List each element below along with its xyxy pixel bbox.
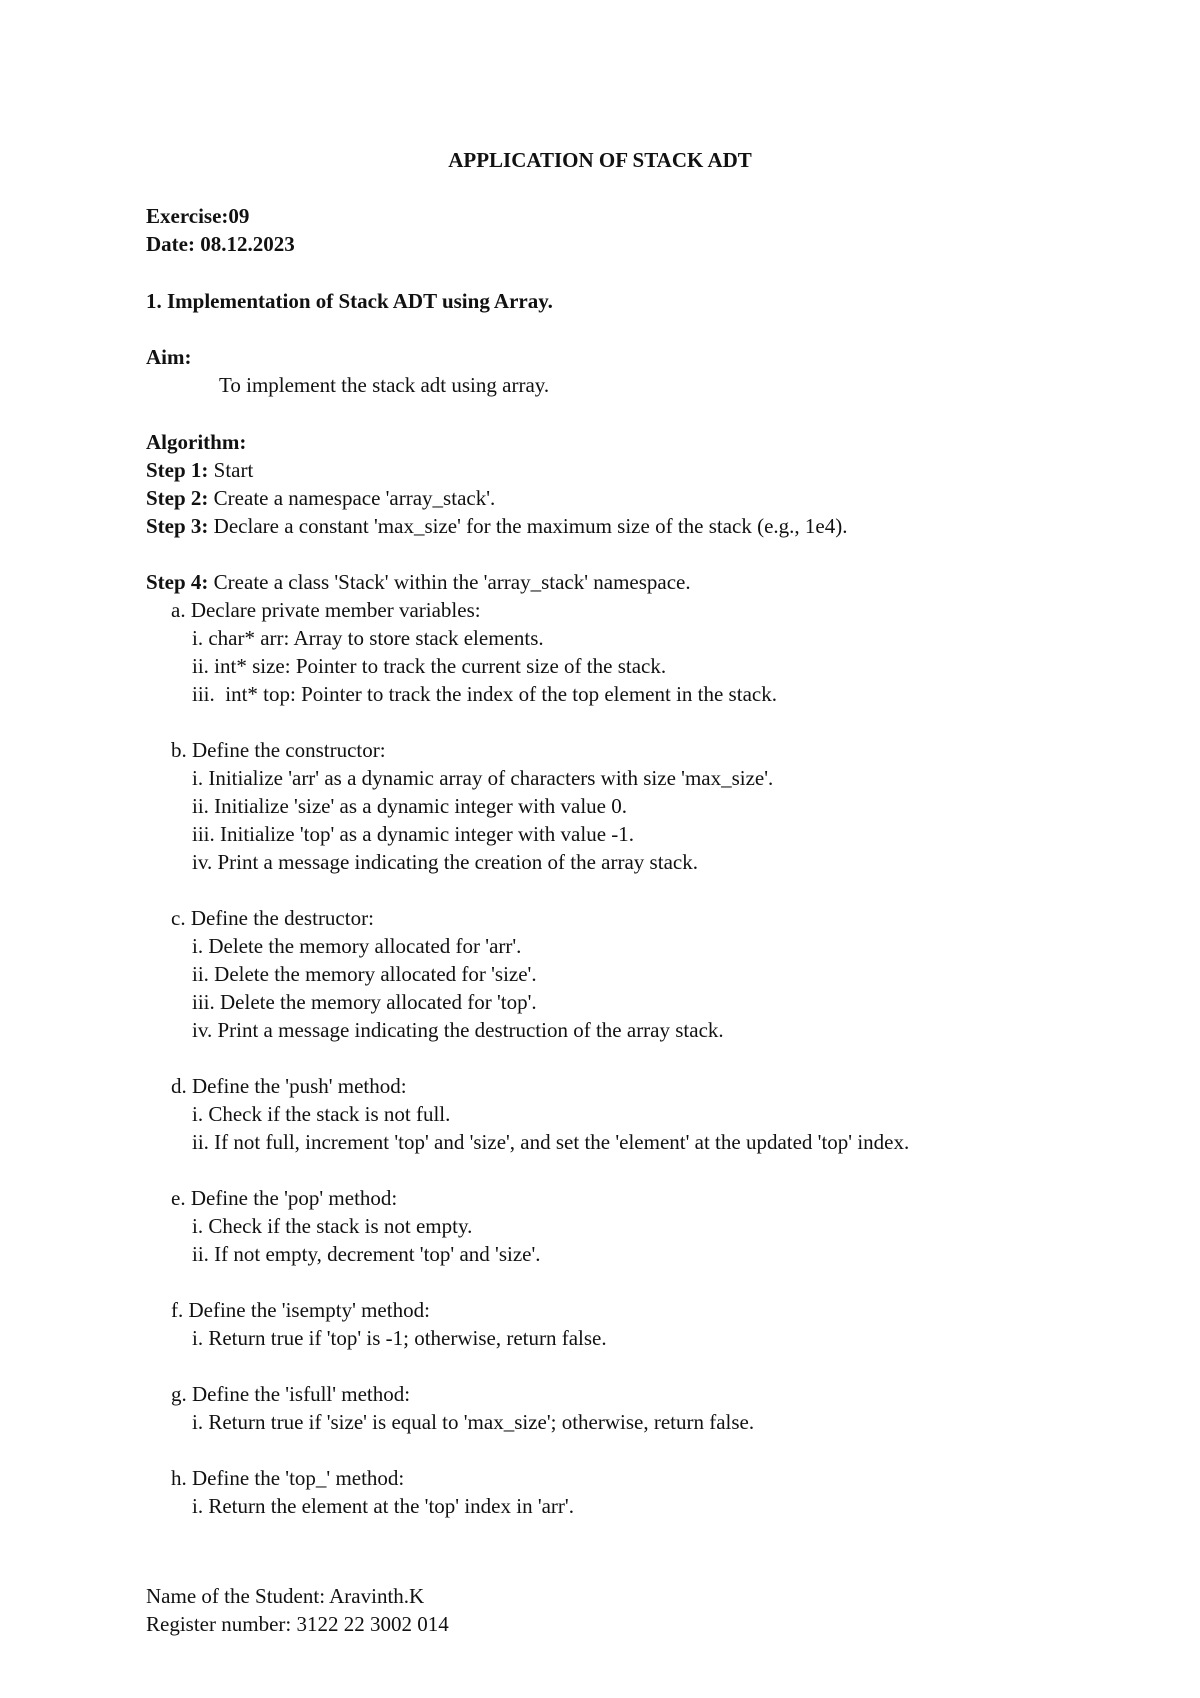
substep-d-item: ii. If not full, increment 'top' and 'size', and set the 'element' at the updated 'top' index. <box>192 1130 910 1154</box>
substep-b-item: i. Initialize 'arr' as a dynamic array of characters with size 'max_size'. <box>192 766 774 790</box>
step-label: Step 2: <box>146 486 209 510</box>
substep-f-item: i. Return true if 'top' is -1; otherwise, return false. <box>192 1326 607 1350</box>
aim-label: Aim: <box>146 345 192 369</box>
substep-b-item: ii. Initialize 'size' as a dynamic integer with value 0. <box>192 794 628 818</box>
substep-a-item: i. char* arr: Array to store stack elements. <box>192 626 544 650</box>
substep-f-heading: f. Define the 'isempty' method: <box>171 1298 430 1322</box>
step-4 <box>146 568 691 596</box>
substep-a-item: iii. int* top: Pointer to track the index of the top element in the stack. <box>192 682 777 706</box>
substep-e-item: ii. If not empty, decrement 'top' and 'size'. <box>192 1242 541 1266</box>
substep-g-item: i. Return true if 'size' is equal to 'max_size'; otherwise, return false. <box>192 1410 755 1434</box>
substep-d-heading: d. Define the 'push' method: <box>171 1074 407 1098</box>
substep-d-item: i. Check if the stack is not full. <box>192 1102 451 1126</box>
step-2 <box>146 484 495 512</box>
substep-e-item: i. Check if the stack is not empty. <box>192 1214 473 1238</box>
substep-c-item: iv. Print a message indicating the destruction of the array stack. <box>192 1018 724 1042</box>
aim-text: To implement the stack adt using array. <box>219 373 550 397</box>
substep-c-item: i. Delete the memory allocated for 'arr'. <box>192 934 522 958</box>
step-text: Declare a constant 'max_size' for the maximum size of the stack (e.g., 1e4). <box>208 514 848 538</box>
exercise-date: Date: 08.12.2023 <box>146 232 295 256</box>
step-3 <box>146 512 848 540</box>
step-1 <box>146 456 253 484</box>
substep-e-heading: e. Define the 'pop' method: <box>171 1186 398 1210</box>
algorithm-label: Algorithm: <box>146 430 247 454</box>
substep-h-item: i. Return the element at the 'top' index in 'arr'. <box>192 1494 574 1518</box>
substep-b-item: iii. Initialize 'top' as a dynamic integer with value -1. <box>192 822 635 846</box>
substep-g-heading: g. Define the 'isfull' method: <box>171 1382 411 1406</box>
step-text: Create a namespace 'array_stack'. <box>208 486 496 510</box>
step-label: Step 4: <box>146 570 209 594</box>
register-number: Register number: 3122 22 3002 014 <box>146 1612 449 1636</box>
substep-a-item: ii. int* size: Pointer to track the current size of the stack. <box>192 654 667 678</box>
student-name: Name of the Student: Aravinth.K <box>146 1584 425 1608</box>
substep-c-item: iii. Delete the memory allocated for 'top'. <box>192 990 537 1014</box>
substep-c-item: ii. Delete the memory allocated for 'size'. <box>192 962 537 986</box>
substep-h-heading: h. Define the 'top_' method: <box>171 1466 405 1490</box>
substep-b-item: iv. Print a message indicating the creation of the array stack. <box>192 850 698 874</box>
substep-a-heading: a. Declare private member variables: <box>171 598 481 622</box>
exercise-number: Exercise:09 <box>146 204 250 228</box>
step-text: Create a class 'Stack' within the 'array_stack' namespace. <box>208 570 691 594</box>
substep-c-heading: c. Define the destructor: <box>171 906 374 930</box>
step-label: Step 3: <box>146 514 209 538</box>
step-text: Start <box>208 458 254 482</box>
step-label: Step 1: <box>146 458 209 482</box>
document-title: APPLICATION OF STACK ADT <box>448 148 752 172</box>
substep-b-heading: b. Define the constructor: <box>171 738 386 762</box>
section-heading: 1. Implementation of Stack ADT using Array. <box>146 289 553 313</box>
